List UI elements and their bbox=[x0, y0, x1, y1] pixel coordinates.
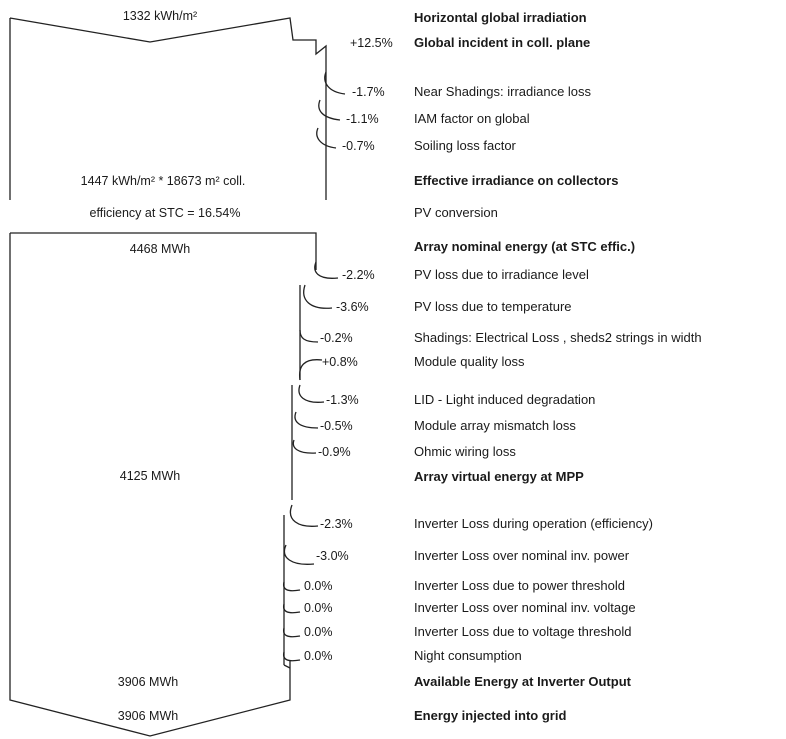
step-label: Global incident in coll. plane bbox=[414, 35, 591, 50]
step-label: Inverter Loss over nominal inv. voltage bbox=[414, 600, 636, 615]
step-percentage: -0.7% bbox=[342, 139, 375, 153]
loss-curl-mismatch bbox=[295, 412, 318, 428]
loss-step-list bbox=[304, 10, 702, 723]
step-percentage: +0.8% bbox=[322, 355, 358, 369]
loss-curl-iam bbox=[319, 100, 340, 120]
step-percentage: +12.5% bbox=[350, 36, 393, 50]
step-label: LID - Light induced degradation bbox=[414, 392, 596, 407]
step-label: PV loss due to temperature bbox=[414, 299, 572, 314]
step-percentage: -1.1% bbox=[346, 112, 379, 126]
irradiation-flow-outline bbox=[10, 18, 326, 200]
loss-curl-inverter-voltage bbox=[284, 604, 300, 613]
nominal-energy-value: 4468 MWh bbox=[129, 242, 191, 256]
step-percentage: -0.2% bbox=[320, 331, 353, 345]
step-percentage: -0.5% bbox=[320, 419, 353, 433]
step-label: Module quality loss bbox=[414, 354, 525, 369]
step-label: Inverter Loss during operation (efficiency) bbox=[414, 516, 653, 531]
step-label: IAM factor on global bbox=[414, 111, 530, 126]
irradiation-block bbox=[10, 18, 345, 200]
loss-curl-inverter-power bbox=[284, 545, 314, 564]
loss-curl-inverter-operation bbox=[290, 505, 318, 526]
step-percentage: 0.0% bbox=[304, 625, 333, 639]
step-percentage: -1.3% bbox=[326, 393, 359, 407]
step-percentage: 0.0% bbox=[304, 601, 333, 615]
step-label: Ohmic wiring loss bbox=[414, 444, 516, 459]
step-label: Available Energy at Inverter Output bbox=[414, 674, 631, 689]
step-percentage: -3.6% bbox=[336, 300, 369, 314]
step-percentage: -2.3% bbox=[320, 517, 353, 531]
step-label: Inverter Loss over nominal inv. power bbox=[414, 548, 630, 563]
injected-energy-value: 3906 MWh bbox=[117, 709, 179, 723]
loss-curl-night-consumption bbox=[284, 652, 300, 661]
step-label: Horizontal global irradiation bbox=[414, 10, 587, 25]
horizontal-irradiation-value: 1332 kWh/m² bbox=[122, 9, 198, 23]
step-percentage: 0.0% bbox=[304, 649, 333, 663]
step-label: Array virtual energy at MPP bbox=[414, 469, 584, 484]
step-label: PV loss due to irradiance level bbox=[414, 267, 589, 282]
step-percentage: -0.9% bbox=[318, 445, 351, 459]
loss-curl-voltage-threshold bbox=[284, 628, 300, 637]
step-percentage: -3.0% bbox=[316, 549, 349, 563]
step-percentage: 0.0% bbox=[304, 579, 333, 593]
step-label: Night consumption bbox=[414, 648, 522, 663]
loss-curl-near-shadings bbox=[325, 72, 345, 94]
available-energy-value: 3906 MWh bbox=[117, 675, 179, 689]
step-label: Near Shadings: irradiance loss bbox=[414, 84, 592, 99]
step-label: Soiling loss factor bbox=[414, 138, 516, 153]
step-label: Inverter Loss due to voltage threshold bbox=[414, 624, 632, 639]
energy-block bbox=[10, 233, 338, 736]
loss-curl-irradiance-level bbox=[315, 262, 338, 278]
virtual-energy-value: 4125 MWh bbox=[119, 469, 181, 483]
step-label: Array nominal energy (at STC effic.) bbox=[414, 239, 636, 254]
loss-curl-ohmic bbox=[293, 440, 316, 453]
step-label: Energy injected into grid bbox=[414, 708, 567, 723]
loss-curl-electrical-shadings bbox=[300, 330, 318, 342]
step-label: Shadings: Electrical Loss , sheds2 strings in width bbox=[414, 330, 702, 345]
step-label: Inverter Loss due to power threshold bbox=[414, 578, 626, 593]
effective-irradiance-value: 1447 kWh/m² * 18673 m² coll. bbox=[80, 174, 246, 188]
loss-curl-power-threshold bbox=[284, 582, 300, 591]
step-percentage: -1.7% bbox=[352, 85, 385, 99]
loss-curl-temperature bbox=[304, 285, 332, 308]
loss-curl-module-quality bbox=[300, 360, 322, 380]
energy-flow-outline bbox=[10, 233, 316, 736]
step-label: Effective irradiance on collectors bbox=[414, 173, 619, 188]
step-percentage: -2.2% bbox=[342, 268, 375, 282]
step-label: PV conversion bbox=[414, 205, 498, 220]
efficiency-text: efficiency at STC = 16.54% bbox=[89, 206, 241, 220]
step-label: Module array mismatch loss bbox=[414, 418, 576, 433]
loss-curl-lid bbox=[299, 385, 324, 402]
